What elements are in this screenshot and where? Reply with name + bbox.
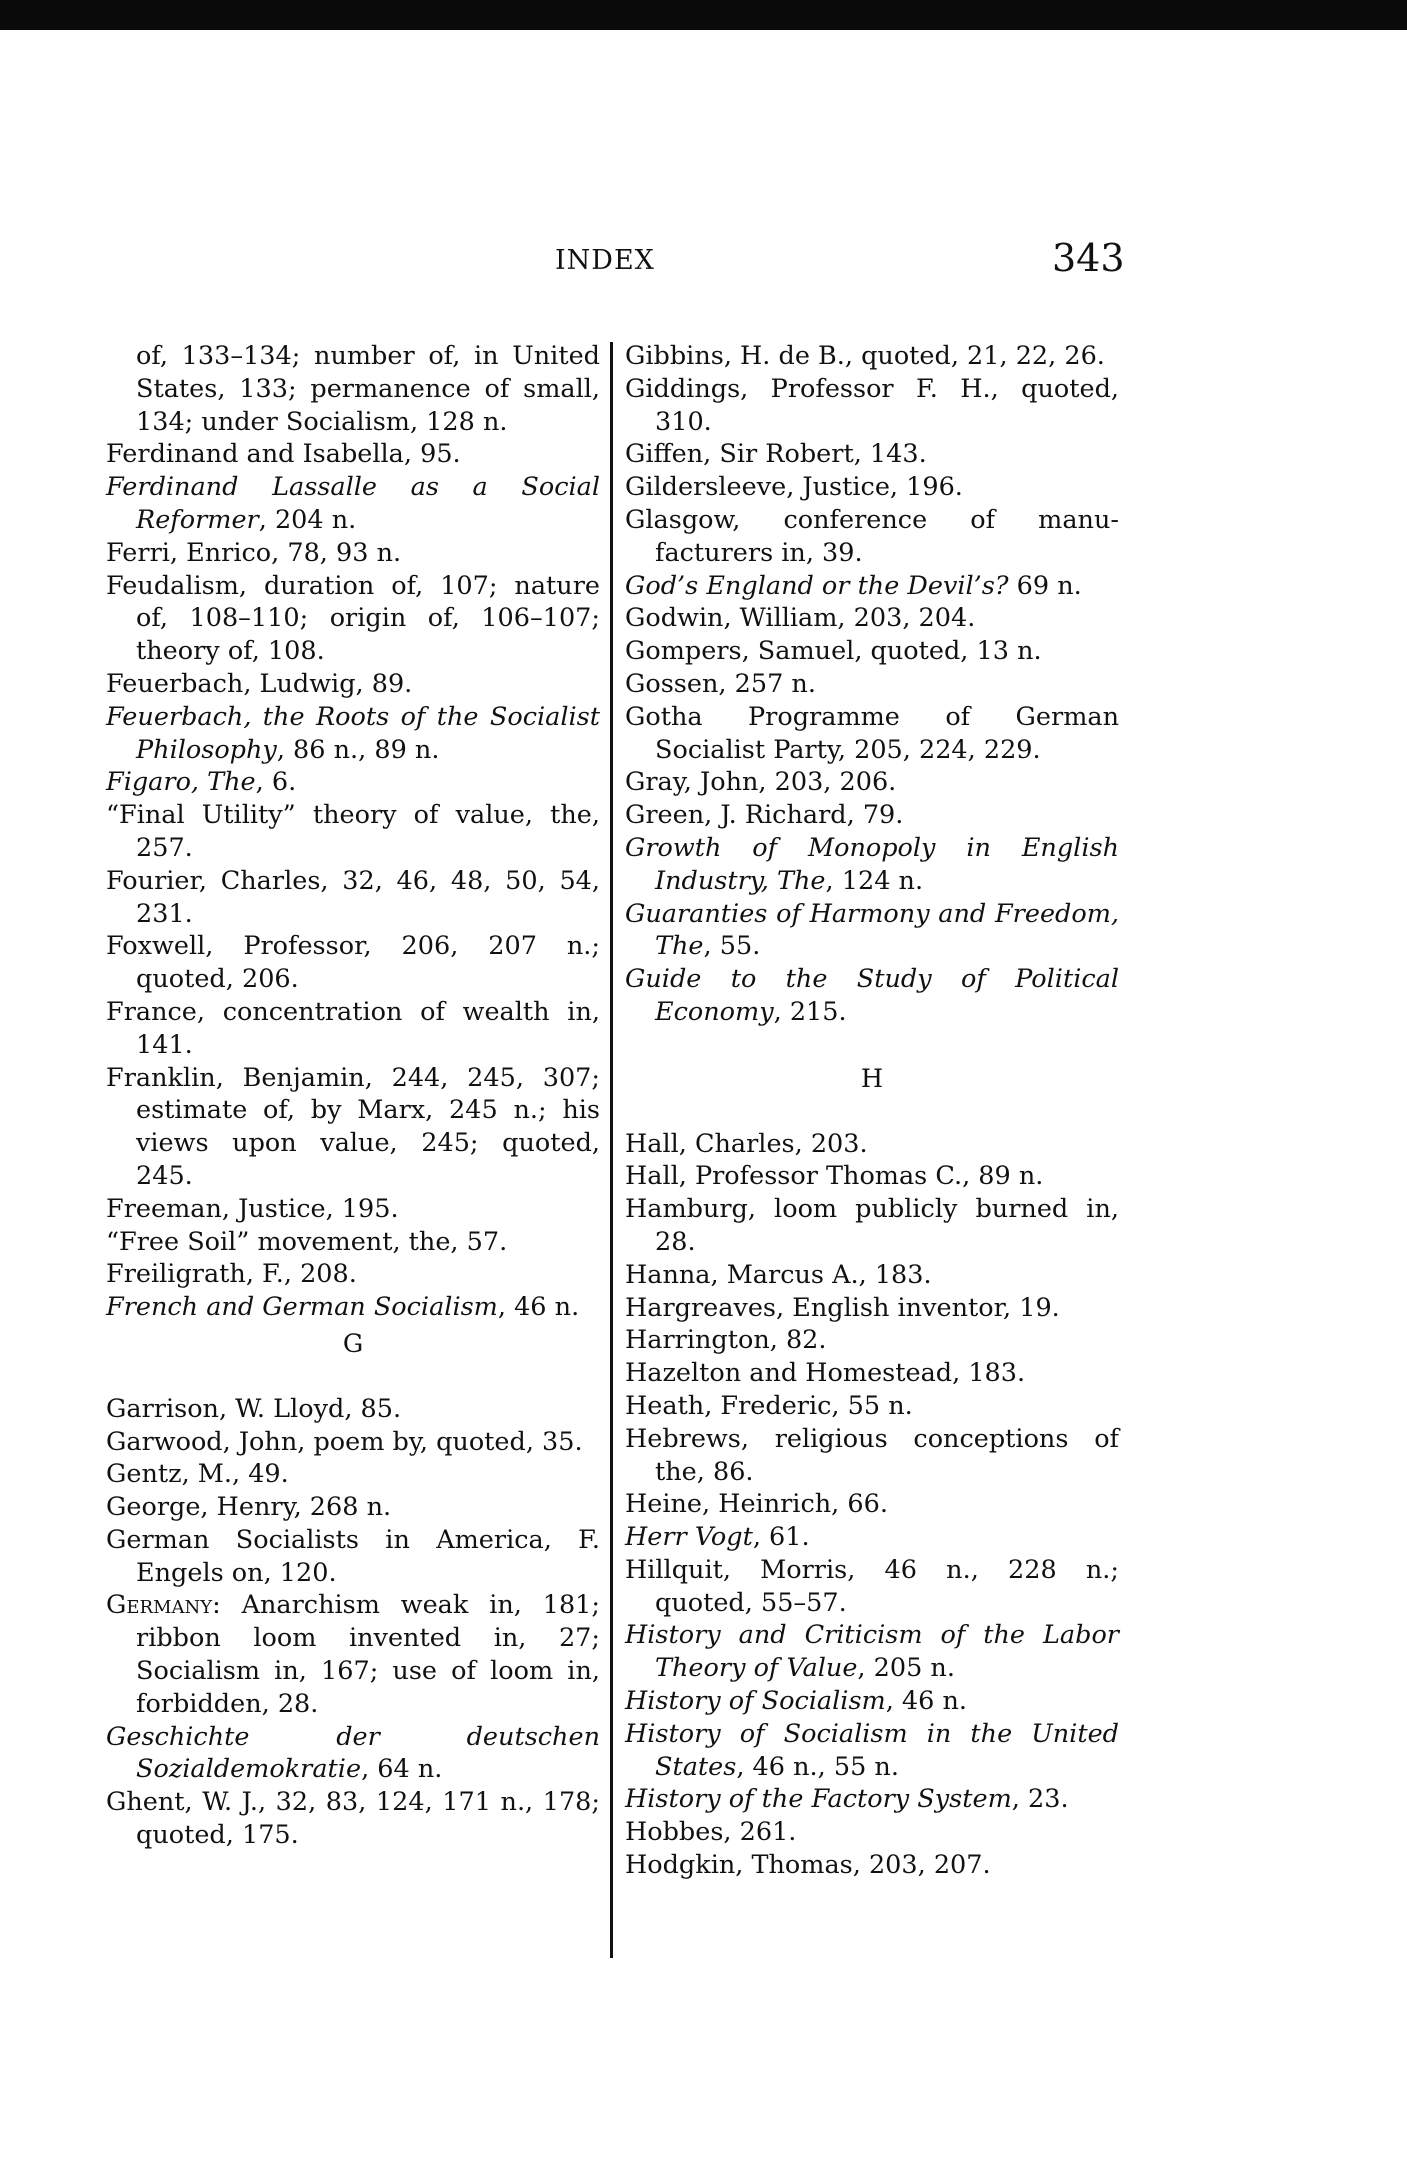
entry-title-italic: Figaro, The bbox=[106, 767, 256, 798]
entry-title-italic: Guaranties of Harmony and Freedom, The bbox=[625, 898, 1119, 962]
entry-text: Hillquit, Morris, 46 n., 228 n.; quoted, 55–57. bbox=[625, 1554, 1119, 1618]
index-entry bbox=[106, 537, 600, 570]
index-entry bbox=[625, 570, 1119, 603]
index-entry bbox=[625, 1521, 1119, 1554]
index-entry bbox=[625, 1816, 1119, 1849]
entry-text: , 204 n. bbox=[258, 504, 357, 535]
entry-text: Hall, Professor Thomas C., 89 n. bbox=[625, 1161, 1044, 1192]
index-entry bbox=[625, 373, 1119, 439]
index-entry bbox=[625, 1783, 1119, 1816]
entry-text: France, concentration of wealth in, 141. bbox=[106, 996, 600, 1060]
entry-text: , 23. bbox=[1011, 1784, 1069, 1815]
index-entry bbox=[625, 1128, 1119, 1161]
index-entry bbox=[625, 1423, 1119, 1489]
entry-text: Giffen, Sir Robert, 143. bbox=[625, 439, 927, 470]
index-column-right bbox=[625, 340, 1119, 1882]
entry-text: Freiligrath, F., 208. bbox=[106, 1259, 357, 1290]
index-entry bbox=[625, 1718, 1119, 1784]
entry-title-italic: God’s England or the Devil’s? bbox=[625, 570, 1009, 601]
index-entry bbox=[106, 1524, 600, 1590]
entry-text: Harrington, 82. bbox=[625, 1325, 827, 1356]
entry-text: Fourier, Charles, 32, 46, 48, 50, 54, 231. bbox=[106, 865, 600, 929]
index-entry bbox=[106, 766, 600, 799]
entry-text: Gossen, 257 n. bbox=[625, 668, 816, 699]
page-number: 343 bbox=[1052, 236, 1125, 280]
entry-text: Hobbes, 261. bbox=[625, 1817, 797, 1848]
index-entry bbox=[106, 865, 600, 931]
entry-text: : Anarchism weak in, 181; ribbon loom invented in, 27; Socialism in, 167; use of loom in, forbidden, 28. bbox=[136, 1590, 600, 1719]
index-entry bbox=[106, 799, 600, 865]
index-entry bbox=[106, 1491, 600, 1524]
index-entry bbox=[106, 1589, 600, 1720]
index-entry bbox=[106, 1786, 600, 1852]
scan-top-edge bbox=[0, 0, 1407, 30]
index-entry bbox=[106, 1458, 600, 1491]
entry-text: Hebrews, religious conceptions of the, 86. bbox=[625, 1423, 1119, 1487]
index-entry bbox=[625, 1390, 1119, 1423]
index-entry bbox=[625, 1619, 1119, 1685]
entry-text: 69 n. bbox=[1008, 570, 1082, 601]
entry-text: Gildersleeve, Justice, 196. bbox=[625, 472, 963, 503]
entry-text: Heath, Frederic, 55 n. bbox=[625, 1390, 913, 1421]
index-entry bbox=[625, 1357, 1119, 1390]
entry-text: Gray, John, 203, 206. bbox=[625, 767, 897, 798]
index-entry bbox=[625, 799, 1119, 832]
entry-text: , 46 n. bbox=[885, 1686, 968, 1717]
index-entry bbox=[106, 1393, 600, 1426]
index-entry bbox=[106, 1226, 600, 1259]
index-entry bbox=[625, 1554, 1119, 1620]
entry-text: , 46 n., 55 n. bbox=[736, 1751, 899, 1782]
entry-text: Glasgow, conference of manu-facturers in, 39. bbox=[625, 504, 1119, 568]
entry-title-italic: History of the Factory System bbox=[625, 1784, 1012, 1815]
index-entry bbox=[625, 471, 1119, 504]
index-entry bbox=[106, 1426, 600, 1459]
entry-text: , 215. bbox=[773, 996, 847, 1027]
index-entry bbox=[106, 438, 600, 471]
index-entry bbox=[625, 832, 1119, 898]
entry-text: Heine, Heinrich, 66. bbox=[625, 1489, 888, 1520]
entry-title-italic: History and Criticism of the Labor Theory of Value bbox=[625, 1620, 1119, 1684]
index-entry bbox=[106, 701, 600, 767]
entry-text: Germany bbox=[106, 1590, 213, 1621]
index-entry bbox=[106, 1721, 600, 1787]
entry-text: Freeman, Justice, 195. bbox=[106, 1193, 399, 1224]
entry-text: Garrison, W. Lloyd, 85. bbox=[106, 1393, 402, 1424]
entry-title-italic: Ferdinand Lassalle as a Social Reformer bbox=[106, 472, 600, 535]
entry-title-italic: Herr Vogt bbox=[625, 1522, 753, 1553]
index-entry bbox=[625, 635, 1119, 668]
index-entry bbox=[625, 1259, 1119, 1292]
index-entry bbox=[106, 1062, 600, 1193]
entry-text: , 205 n. bbox=[857, 1653, 955, 1684]
entry-title-italic: History of Socialism in the United States bbox=[625, 1718, 1119, 1782]
entry-text: Feudalism, duration of, 107; nature of, 108–110; origin of, 106–107; theory of, 108. bbox=[106, 570, 600, 667]
entry-text: , 46 n. bbox=[497, 1292, 580, 1323]
index-entry bbox=[625, 1324, 1119, 1357]
entry-title-italic: Geschichte der deutschen Sozialdemokratie bbox=[106, 1721, 600, 1785]
index-entry bbox=[625, 766, 1119, 799]
running-head: INDEX bbox=[555, 245, 655, 276]
entry-text: , 64 n. bbox=[361, 1754, 443, 1785]
entry-text: , 55. bbox=[703, 931, 761, 962]
index-entry bbox=[106, 1193, 600, 1226]
entry-text: Franklin, Benjamin, 244, 245, 307; estimate of, by Marx, 245 n.; his views upon value, 245; quoted, 245. bbox=[106, 1062, 600, 1191]
index-entry bbox=[625, 504, 1119, 570]
index-entry bbox=[625, 701, 1119, 767]
index-entry bbox=[625, 340, 1119, 373]
entry-text: “Free Soil” movement, the, 57. bbox=[106, 1226, 508, 1257]
entry-text: Green, J. Richard, 79. bbox=[625, 800, 904, 831]
entry-text: of, 133–134; number of, in United States, 133; permanence of small, 134; under Socialism, 128 n. bbox=[136, 341, 600, 437]
index-entry bbox=[106, 1291, 600, 1324]
index-entry bbox=[625, 438, 1119, 471]
entry-text: Ferri, Enrico, 78, 93 n. bbox=[106, 537, 402, 568]
entry-text: Hazelton and Homestead, 183. bbox=[625, 1358, 1026, 1389]
entry-text: Hargreaves, English inventor, 19. bbox=[625, 1292, 1060, 1323]
index-entry bbox=[625, 1685, 1119, 1718]
index-column-left bbox=[106, 340, 600, 1852]
entry-text: , 124 n. bbox=[825, 865, 924, 896]
index-entry bbox=[625, 1849, 1119, 1882]
index-entry bbox=[625, 898, 1119, 964]
entry-text: Gompers, Samuel, quoted, 13 n. bbox=[625, 636, 1042, 667]
entry-text: , 61. bbox=[752, 1522, 810, 1553]
entry-title-italic: Feuerbach, the Roots of the Socialist Philosophy bbox=[106, 701, 600, 765]
entry-text: “Final Utility” theory of value, the, 257. bbox=[106, 800, 600, 863]
index-entry bbox=[106, 668, 600, 701]
entry-text: George, Henry, 268 n. bbox=[106, 1492, 392, 1523]
entry-title-italic: Growth of Monopoly in English Industry, The bbox=[625, 832, 1119, 896]
index-entry bbox=[625, 1160, 1119, 1193]
entry-text: Giddings, Professor F. H., quoted, 310. bbox=[625, 373, 1119, 437]
entry-text: Ferdinand and Isabella, 95. bbox=[106, 439, 461, 470]
index-entry bbox=[106, 1258, 600, 1291]
entry-text: Ghent, W. J., 32, 83, 124, 171 n., 178; quoted, 175. bbox=[106, 1787, 600, 1851]
entry-text: Hamburg, loom publicly burned in, 28. bbox=[625, 1194, 1119, 1257]
column-divider bbox=[610, 342, 613, 1958]
index-entry bbox=[625, 1488, 1119, 1521]
section-heading-h: H bbox=[860, 1063, 884, 1094]
entry-text: Feuerbach, Ludwig, 89. bbox=[106, 668, 413, 699]
index-entry bbox=[625, 1193, 1119, 1259]
entry-text: Gotha Programme of German Socialist Party, 205, 224, 229. bbox=[625, 701, 1119, 765]
entry-text: Hodgkin, Thomas, 203, 207. bbox=[625, 1850, 991, 1881]
index-entry bbox=[106, 930, 600, 996]
entry-text: Godwin, William, 203, 204. bbox=[625, 603, 976, 634]
index-entry bbox=[625, 668, 1119, 701]
entry-text: German Socialists in America, F. Engels on, 120. bbox=[106, 1524, 600, 1588]
entry-title-italic: Guide to the Study of Political Economy bbox=[625, 964, 1119, 1027]
entry-text: Hanna, Marcus A., 183. bbox=[625, 1259, 932, 1290]
index-entry bbox=[625, 602, 1119, 635]
entry-text: Gentz, M., 49. bbox=[106, 1459, 289, 1490]
index-entry bbox=[625, 963, 1119, 1029]
index-entry-continuation bbox=[106, 340, 600, 438]
entry-text: Garwood, John, poem by, quoted, 35. bbox=[106, 1426, 583, 1457]
index-entry bbox=[625, 1292, 1119, 1325]
entry-text: Foxwell, Professor, 206, 207 n.; quoted, 206. bbox=[106, 931, 600, 995]
entry-title-italic: French and German Socialism bbox=[106, 1292, 498, 1323]
entry-text: Hall, Charles, 203. bbox=[625, 1128, 868, 1159]
index-entry bbox=[106, 570, 600, 668]
entry-text: , 86 n., 89 n. bbox=[276, 734, 440, 765]
entry-text: , 6. bbox=[255, 767, 297, 798]
index-entry bbox=[106, 471, 600, 537]
section-heading-g: G bbox=[342, 1328, 364, 1359]
entry-text: Gibbins, H. de B., quoted, 21, 22, 26. bbox=[625, 341, 1105, 371]
entry-title-italic: History of Socialism bbox=[625, 1686, 886, 1717]
index-entry bbox=[106, 996, 600, 1062]
